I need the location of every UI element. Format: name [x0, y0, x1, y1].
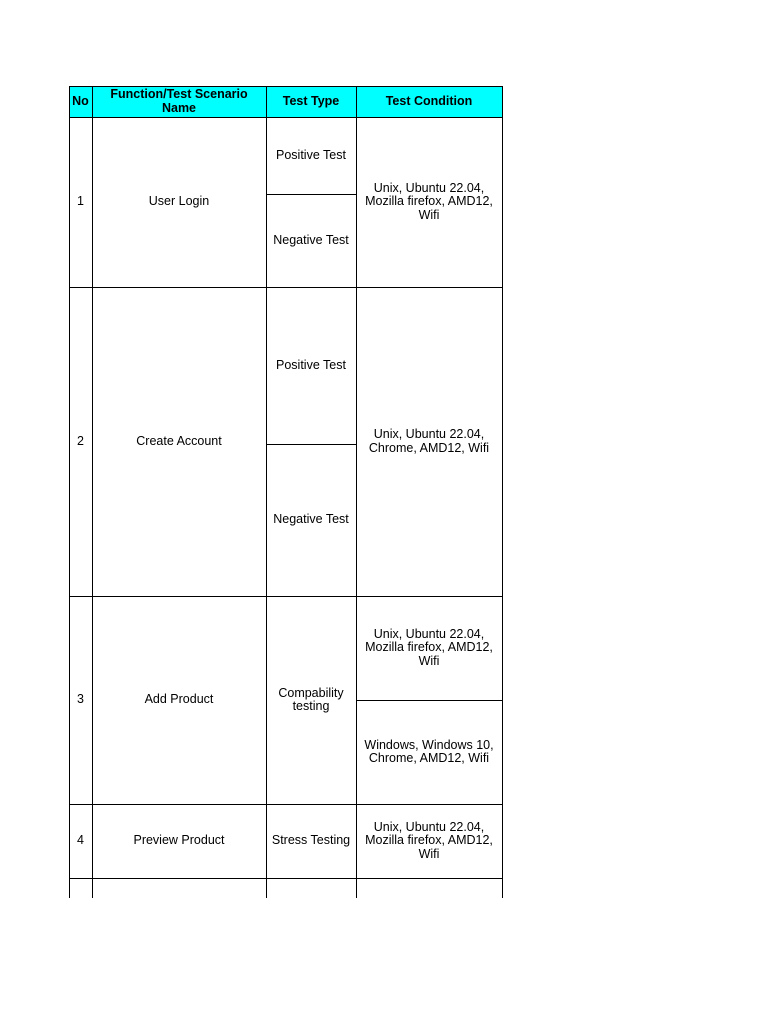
grid-line-header-bottom — [69, 117, 503, 118]
row-1-no: 1 — [77, 194, 84, 209]
row-4-test-type: Stress Testing — [271, 833, 351, 848]
grid-line-row4-bottom — [69, 878, 503, 879]
grid-line-row1-split — [266, 194, 356, 195]
header-test-condition: Test Condition — [385, 93, 473, 108]
row-2-no: 2 — [77, 433, 84, 448]
grid-line-row3-bottom — [69, 804, 503, 805]
row-1-test-condition: Unix, Ubuntu 22.04, Mozilla firefox, AMD12, Wifi — [365, 180, 493, 222]
row-1-test-type-negative: Negative Test — [273, 232, 349, 247]
grid-line-col-right — [502, 86, 503, 898]
grid-line-row2-bottom — [69, 596, 503, 597]
grid-line-top — [69, 86, 503, 87]
header-function-name: Function/Test Scenario Name — [110, 87, 248, 115]
row-2-function: Create Account — [136, 433, 222, 448]
row-3-test-type: Compability testing — [278, 685, 344, 713]
row-4-no: 4 — [77, 833, 84, 848]
grid-line-col-left — [69, 86, 70, 898]
row-4-function: Preview Product — [133, 833, 225, 848]
grid-line-row2-split — [266, 444, 356, 445]
grid-line-row1-bottom — [69, 287, 503, 288]
grid-line-col-test-type — [356, 86, 357, 898]
row-3-function: Add Product — [144, 692, 214, 707]
row-3-no: 3 — [77, 692, 84, 707]
row-1-function: User Login — [148, 194, 210, 209]
row-3-test-condition-1: Unix, Ubuntu 22.04, Mozilla firefox, AMD12, Wifi — [365, 626, 493, 668]
row-1-test-type-positive: Positive Test — [276, 147, 346, 162]
header-no: No — [72, 93, 89, 108]
row-2-test-type-negative: Negative Test — [273, 512, 349, 527]
row-4-test-condition: Unix, Ubuntu 22.04, Mozilla firefox, AMD12, Wifi — [365, 819, 493, 861]
header-test-type: Test Type — [282, 93, 340, 108]
row-2-test-condition: Unix, Ubuntu 22.04, Chrome, AMD12, Wifi — [368, 427, 490, 455]
grid-line-col-no — [92, 86, 93, 898]
row-3-test-condition-2: Windows, Windows 10, Chrome, AMD12, Wifi — [364, 737, 494, 765]
row-2-test-type-positive: Positive Test — [276, 357, 346, 372]
grid-line-row3-split — [356, 700, 503, 701]
grid-line-col-function — [266, 86, 267, 898]
